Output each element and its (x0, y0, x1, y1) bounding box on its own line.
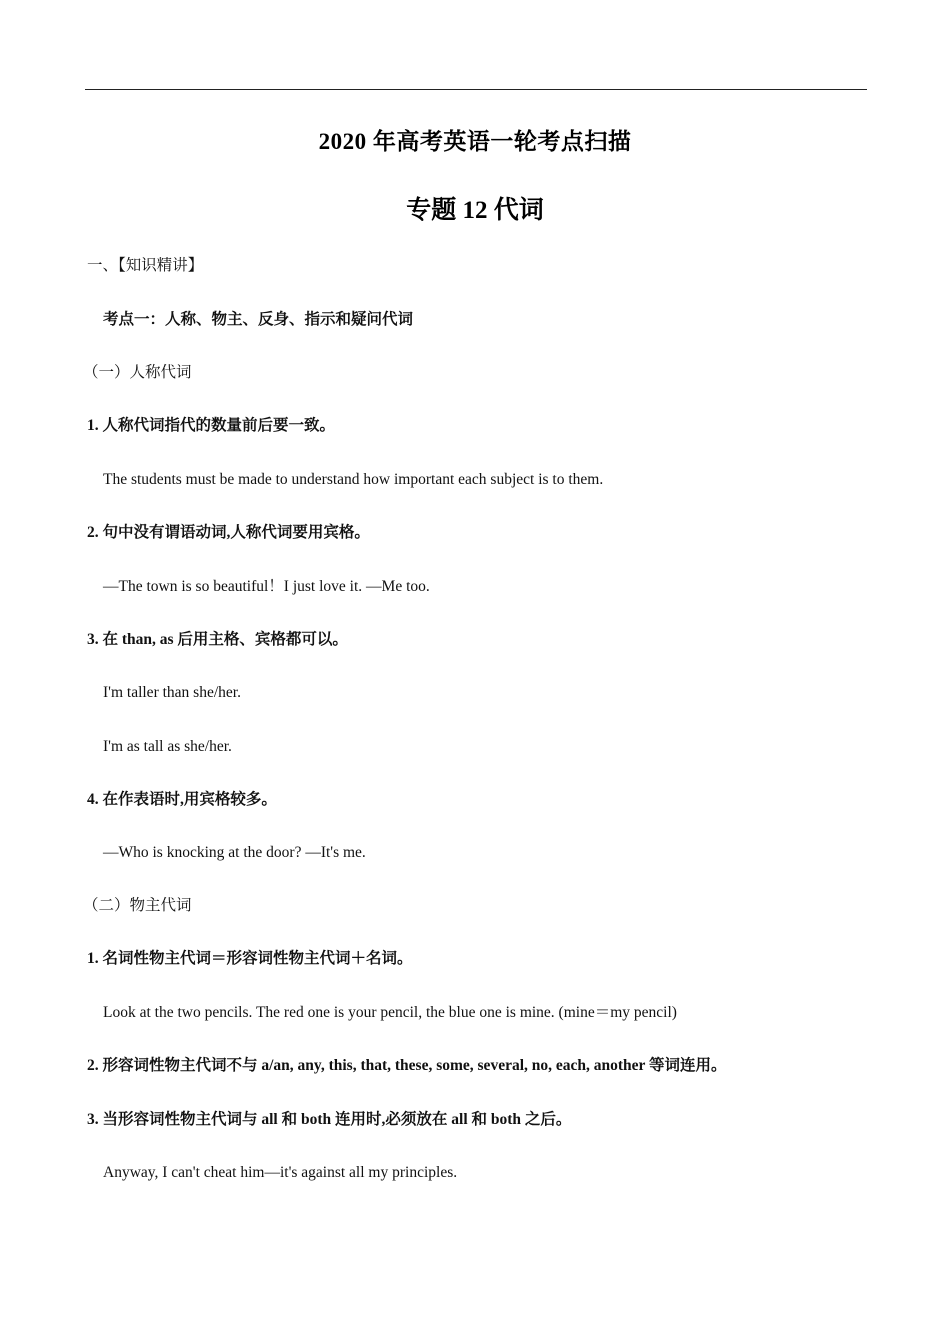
rule-item: 1. 名词性物主代词＝形容词性物主代词＋名词。 (87, 950, 413, 967)
example-sentence: —The town is so beautiful！I just love it. —Me too. (103, 578, 430, 595)
section-heading: 一、【知识精讲】 (87, 257, 204, 274)
rule-item: 3. 在 than, as 后用主格、宾格都可以。 (87, 631, 348, 648)
example-sentence: I'm as tall as she/her. (103, 738, 232, 755)
example-sentence: Look at the two pencils. The red one is your pencil, the blue one is mine. (mine＝my pencil) (103, 1004, 677, 1021)
header-rule (85, 89, 867, 90)
rule-item: 2. 形容词性物主代词不与 a/an, any, this, that, these, some, several, no, each, another 等词连用。 (87, 1057, 727, 1074)
topic-title: 专题 12 代词 (406, 197, 544, 224)
rule-item: 3. 当形容词性物主代词与 all 和 both 连用时,必须放在 all 和 both 之后。 (87, 1111, 572, 1128)
subsection-heading: （二）物主代词 (83, 897, 192, 914)
subsection-heading: （一）人称代词 (83, 364, 192, 381)
example-sentence: I'm taller than she/her. (103, 684, 241, 701)
example-sentence: Anyway, I can't cheat him—it's against all my principles. (103, 1164, 458, 1181)
example-sentence: —Who is knocking at the door? —It's me. (103, 844, 366, 861)
document-title: 2020 年高考英语一轮考点扫描 (318, 129, 632, 154)
rule-item: 4. 在作表语时,用宾格较多。 (87, 791, 277, 808)
example-sentence: The students must be made to understand how important each subject is to them. (103, 471, 604, 488)
exam-point-heading: 考点一：人称、物主、反身、指示和疑问代词 (103, 311, 414, 328)
rule-item: 1. 人称代词指代的数量前后要一致。 (87, 417, 336, 434)
rule-item: 2. 句中没有谓语动词,人称代词要用宾格。 (87, 524, 370, 541)
